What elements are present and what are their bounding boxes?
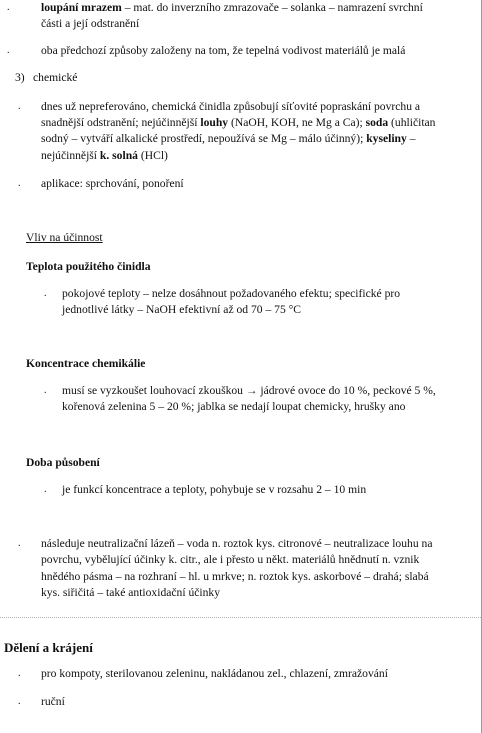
list-item-text: následuje neutralizační lázeň – voda n. roztok kys. citronové – neutralizace louhu na	[41, 537, 433, 550]
list-item-text: je funkcí koncentrace a teploty, pohybuje se v rozsahu 2 – 10 min	[62, 483, 367, 496]
list-item	[41, 0, 481, 17]
list-bullet: .	[18, 668, 21, 679]
list-item-text: kořenová zelenina 5 – 20 %; jablka se nedají loupat chemicky, hrušky ano	[62, 400, 406, 413]
list-item-text: pro kompoty, sterilovanou zeleninu, nakládanou zel., chlazení, zmražování	[41, 667, 388, 680]
list-item-text: hnědého pásma – na rozhraní – hl. u mrkve; n. roztok kys. askorbové – drahá; slabá	[41, 570, 429, 583]
subheading-doba: Doba působení	[26, 456, 100, 469]
list-bullet: .	[18, 101, 21, 112]
subheading-koncentrace: Koncentrace chemikálie	[26, 357, 146, 370]
list-bullet: .	[18, 696, 21, 707]
list-item-text: dnes už nepreferováno, chemická činidla způsobují síťovité popraskání povrchu a	[41, 100, 421, 113]
list-item-text: části a její odstranění	[41, 17, 140, 30]
subheading-teplota: Teplota použitého činidla	[26, 260, 151, 273]
list-item-text: kys. siřičitá – také antioxidační účinky	[41, 586, 221, 599]
list-bullet: .	[44, 385, 47, 396]
list-item-text: snadnější odstranění; nejúčinnější louhy (NaOH, KOH, ne Mg a Ca); soda (uhličitan	[41, 116, 436, 129]
list-bullet: .	[7, 2, 10, 13]
list-bullet: .	[44, 288, 47, 299]
list-item-text: – mat. do inverzního zmrazovače – solanka – namrazení svrchní	[121, 1, 423, 14]
list-bullet: .	[18, 538, 21, 549]
list-item-text: pokojové teploty – nelze dosáhnout požadovaného efektu; specifické pro	[62, 287, 401, 300]
section-heading: Dělení a krájení	[4, 640, 93, 655]
list-item-text: povrchu, vybělující účinky k. citr., ale i přesto u někt. materiálů hnědnutí n. vznik	[41, 553, 420, 566]
list-bullet: .	[7, 45, 10, 56]
list-bullet: .	[18, 178, 21, 189]
list-item-text: ruční	[41, 695, 65, 708]
bold-term: loupání mrazem	[41, 1, 122, 14]
list-item-text: jednotlivé látky – NaOH efektivní až od 70 – 75 °C	[62, 303, 302, 316]
list-bullet: .	[44, 484, 47, 495]
list-item-text: sodný – vytváří alkalické prostředí, nepoužívá se Mg – málo účinný); kyseliny –	[41, 132, 416, 145]
list-item-text: oba předchozí způsoby založeny na tom, že tepelná vodivost materiálů je malá	[41, 44, 406, 57]
section-subheading: Vliv na účinnost	[26, 231, 103, 244]
list-item-text: musí se vyzkoušet louhovací zkouškou → jádrové ovoce do 10 %, peckové 5 %,	[62, 384, 436, 397]
list-item-label: chemické	[33, 71, 78, 84]
list-number: 3)	[15, 71, 25, 84]
section-divider	[0, 617, 481, 618]
list-item-text: aplikace: sprchování, ponoření	[41, 177, 184, 190]
list-item-text: nejúčinnější k. solná (HCl)	[41, 149, 168, 162]
